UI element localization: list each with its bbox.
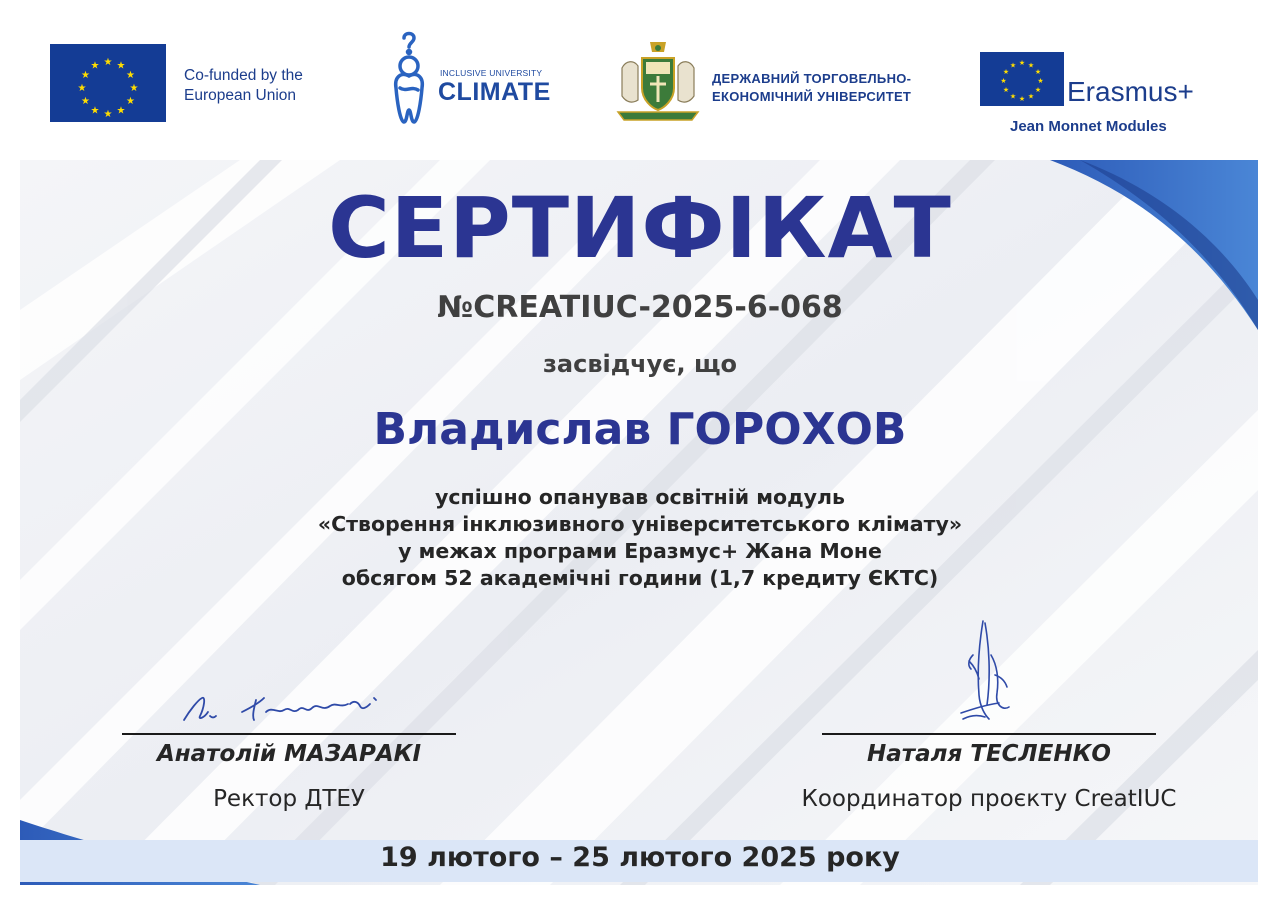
erasmus-logo-text: Erasmus+ (1067, 76, 1194, 107)
eu-flag-icon (980, 52, 1064, 106)
cofunded-text (184, 66, 303, 106)
svg-text:★: ★ (1037, 77, 1044, 85)
svg-text:★: ★ (1002, 68, 1010, 76)
university-name-line-1: ДЕРЖАВНИЙ ТОРГОВЕЛЬНО- (712, 71, 912, 86)
svg-text:★: ★ (1009, 92, 1017, 101)
svg-text:★: ★ (77, 83, 87, 94)
svg-text:★: ★ (90, 105, 100, 117)
svg-text:★: ★ (1027, 92, 1035, 101)
climate-subtitle: INCLUSIVE UNIVERSITY (440, 68, 543, 78)
svg-text:★: ★ (1034, 86, 1042, 94)
svg-text:★: ★ (126, 96, 135, 107)
left-signatory-name: Анатолій МАЗАРАКІ (156, 741, 422, 767)
cofunded-line-2: European Union (184, 87, 297, 104)
svg-text:★: ★ (116, 60, 126, 72)
body-line: успішно опанував освітній модуль (435, 485, 845, 509)
eu-flag-icon (50, 44, 166, 122)
svg-text:★: ★ (1009, 61, 1017, 70)
svg-text:★: ★ (90, 60, 100, 72)
body-line: «Створення інклюзивного університетського клімату» (317, 512, 963, 536)
svg-text:★: ★ (81, 70, 90, 81)
svg-text:★: ★ (81, 96, 90, 107)
recipient-name: Владислав ГОРОХОВ (373, 404, 907, 455)
right-signatory-name: Наталя ТЕСЛЕНКО (867, 741, 1111, 767)
university-name-line-2: ЕКОНОМІЧНИЙ УНІВЕРСИТЕТ (712, 89, 912, 104)
svg-text:★: ★ (116, 105, 126, 117)
university-name (712, 70, 911, 106)
svg-text:★: ★ (103, 57, 113, 68)
left-signatory-role: Ректор ДТЕУ (213, 786, 365, 812)
svg-text:★: ★ (103, 109, 113, 120)
signature-line-left (122, 733, 456, 735)
svg-text:★: ★ (1027, 61, 1035, 70)
right-signatory-role: Координатор проєкту CreatIUC (801, 786, 1177, 812)
jean-monnet-text: Jean Monnet Modules (1010, 118, 1167, 135)
body-line: у межах програми Еразмус+ Жана Моне (398, 539, 882, 563)
logo-header (0, 0, 1280, 160)
certificate-body (0, 484, 1280, 592)
certificate-number: №CREATIUC-2025-6-068 (437, 290, 843, 325)
signature-icon (955, 615, 1025, 730)
climate-title: CLIMATE (438, 78, 551, 106)
signature-line-right (822, 733, 1156, 735)
university-crest-icon (612, 38, 704, 122)
signature-icon (180, 690, 390, 730)
certificate-title: СЕРТИФІКАТ (328, 179, 952, 277)
svg-text:★: ★ (1000, 77, 1007, 85)
svg-text:★: ★ (129, 83, 139, 94)
svg-text:★: ★ (1002, 86, 1010, 94)
svg-text:★: ★ (1018, 95, 1026, 103)
cofunded-line-1: Co-funded by the (184, 67, 303, 84)
svg-text:★: ★ (126, 70, 135, 81)
svg-text:★: ★ (1034, 68, 1042, 76)
course-dates: 19 лютого – 25 лютого 2025 року (380, 842, 900, 873)
certifies-text: засвідчує, що (542, 350, 737, 378)
svg-text:★: ★ (1018, 59, 1026, 67)
body-line: обсягом 52 академічні години (1,7 кредиту ЄКТС) (341, 566, 939, 590)
